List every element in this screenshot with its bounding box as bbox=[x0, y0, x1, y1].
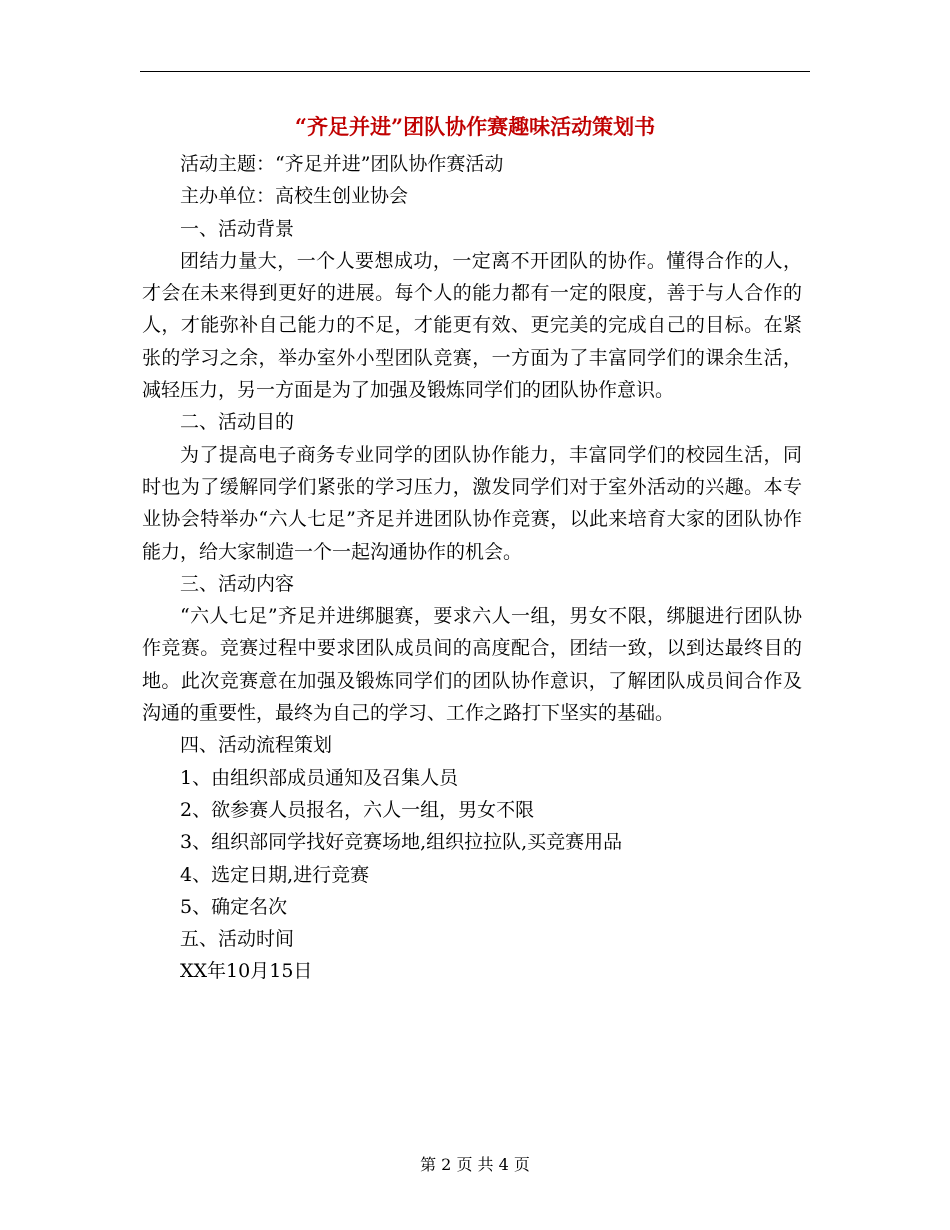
section-heading-content: 三、活动内容 bbox=[180, 572, 295, 595]
section-heading-purpose: 二、活动目的 bbox=[180, 411, 295, 434]
document-title: “齐足并进”团队协作赛趣味活动策划书 bbox=[294, 114, 656, 139]
header-rule bbox=[140, 71, 810, 72]
process-step-4: 4、选定日期,进行竞赛 bbox=[180, 863, 370, 886]
process-step-1: 1、由组织部成员通知及召集人员 bbox=[180, 766, 459, 789]
section-heading-process: 四、活动流程策划 bbox=[180, 734, 333, 757]
paragraph-date: XX年10月15日 bbox=[180, 960, 313, 983]
page-number-footer: 第 2 页 共 4 页 bbox=[420, 1155, 530, 1174]
process-step-2: 2、欲参赛人员报名，六人一组，男女不限 bbox=[180, 798, 535, 821]
section-heading-background: 一、活动背景 bbox=[180, 217, 295, 240]
paragraph-purpose: 为了提高电子商务专业同学的团队协作能力，丰富同学们的校园生活，同时也为了缓解同学们紧张的学习压力，激发同学们对于室外活动的兴趣。本专业协会特举办“六人七足”齐足并进团队协作竞赛，以此来培育大家的团队协作能力，给大家制造一个一起沟通协作的机会。 bbox=[142, 443, 802, 563]
process-step-5: 5、确定名次 bbox=[180, 895, 288, 918]
paragraph-theme: 活动主题：“齐足并进”团队协作赛活动 bbox=[180, 153, 504, 175]
process-step-3: 3、组织部同学找好竞赛场地,组织拉拉队,买竞赛用品 bbox=[180, 831, 623, 854]
paragraph-background: 团结力量大，一个人要想成功，一定离不开团队的协作。懂得合作的人，才会在未来得到更好的进展。每个人的能力都有一定的限度，善于与人合作的人，才能弥补自己能力的不足，才能更有效、更完美的完成自己的目标。在紧张的学习之余，举办室外小型团队竞赛，一方面为了丰富同学们的课余生活，减轻压力，另一方面是为了加强及锻炼同学们的团队协作意识。 bbox=[142, 249, 802, 402]
paragraph-content: “六人七足”齐足并进绑腿赛，要求六人一组，男女不限，绑腿进行团队协作竞赛。竞赛过程中要求团队成员间的高度配合，团结一致，以到达最终目的地。此次竞赛意在加强及锻炼同学们的团队协作意识，了解团队成员间合作及沟通的重要性，最终为自己的学习、工作之路打下坚实的基础。 bbox=[142, 605, 802, 725]
paragraph-organizer: 主办单位：高校生创业协会 bbox=[180, 185, 409, 208]
document-body bbox=[142, 148, 802, 988]
section-heading-time: 五、活动时间 bbox=[180, 928, 295, 951]
